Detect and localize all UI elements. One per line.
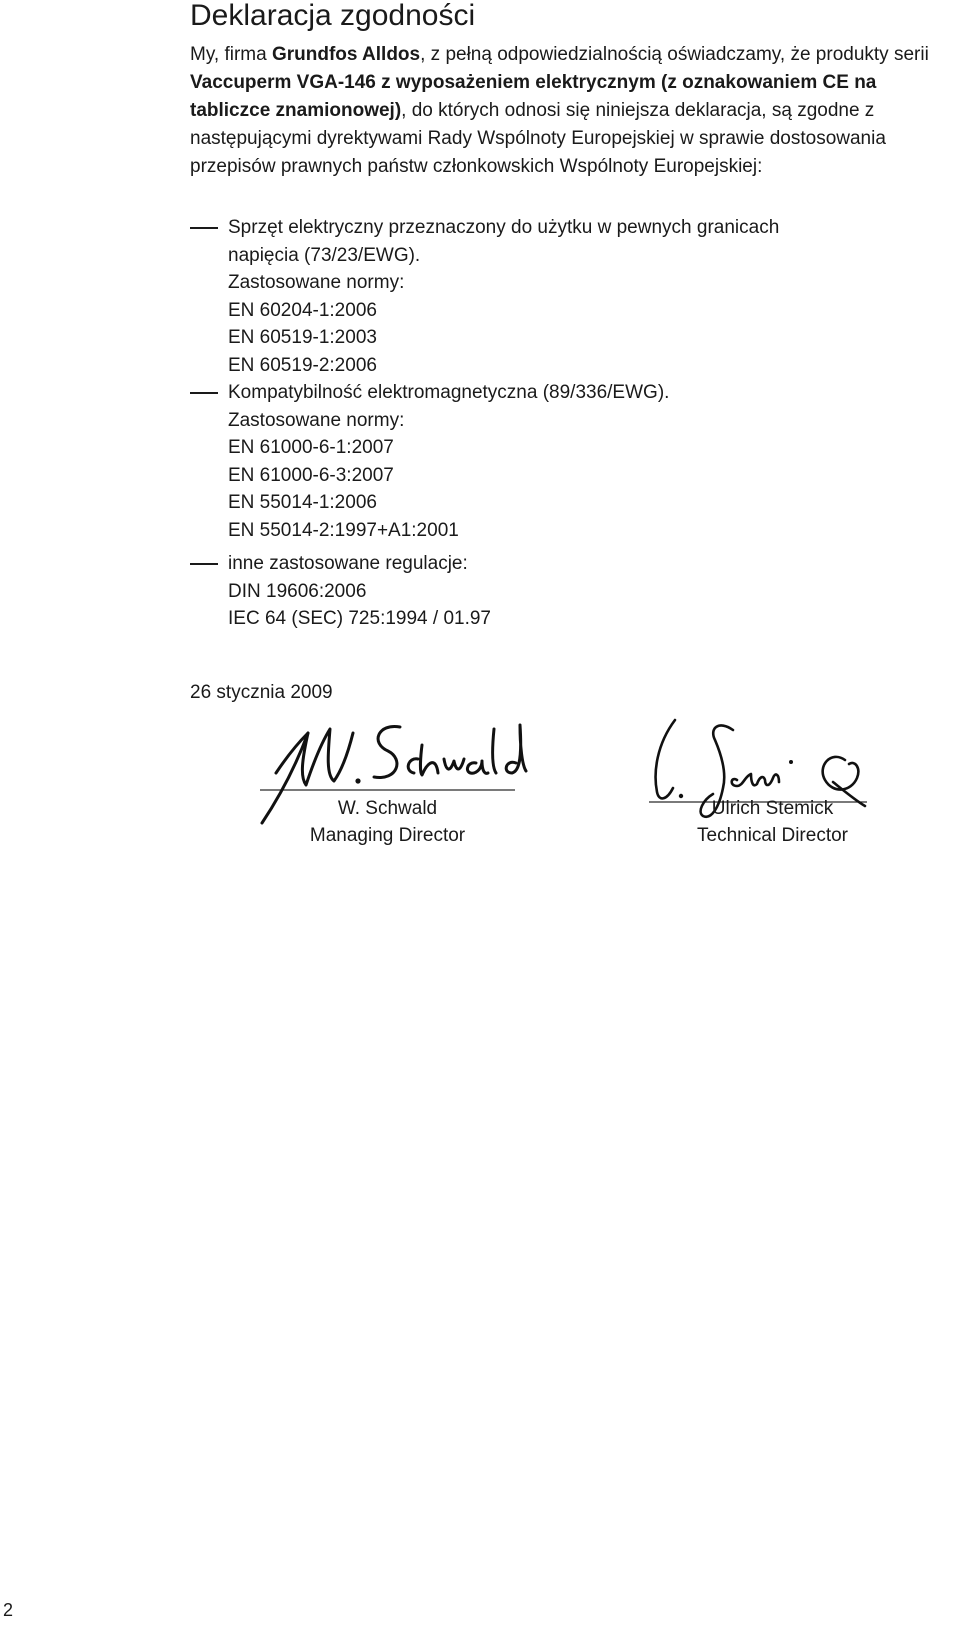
directive-heading: inne zastosowane regulacje:	[228, 553, 468, 574]
page-number: 2	[3, 1600, 14, 1620]
dash-bullet	[190, 227, 218, 229]
product-name: Vaccuperm VGA-146 z wyposażeniem elektrycznym (z oznakowaniem CE na tabliczce znamionowej)	[190, 72, 877, 121]
intro-text-2: , z pełną odpowiedzialnością oświadczamy, że produkty serii	[420, 44, 929, 65]
page-title: Deklaracja zgodności	[190, 0, 476, 32]
standard-item: IEC 64 (SEC) 725:1994 / 01.97	[228, 608, 491, 629]
dash-bullet	[190, 563, 218, 565]
signatory-role: Managing Director	[309, 825, 466, 846]
signatory-stemick	[640, 795, 905, 849]
standard-item: EN 61000-6-3:2007	[228, 464, 394, 486]
directive-emc	[190, 379, 940, 544]
document-date: 26 stycznia 2009	[190, 682, 333, 703]
intro-text-3: , do których odnosi się niniejsza deklaracja, są zgodne z następującymi dyrektywami Rady Wspólnoty Europejskiej w sprawie dostosowania przepisów prawnych państw członkowskich Wspólnoty Europejskiej:	[190, 100, 886, 177]
intro-text-1: My, firma	[190, 44, 272, 65]
standard-item: EN 60519-2:2006	[228, 354, 377, 376]
company-name: Grundfos Alldos	[271, 44, 421, 65]
standard-item: EN 60204-1:2006	[228, 299, 377, 321]
standard-item: DIN 19606:2006	[228, 580, 367, 602]
standards-label: Zastosowane normy:	[228, 409, 405, 431]
directive-low-voltage	[190, 214, 940, 379]
directive-heading: Kompatybilność elektromagnetyczna (89/336/EWG).	[228, 382, 670, 403]
signatory-role: Technical Director	[697, 825, 848, 846]
standard-item: EN 61000-6-1:2007	[228, 437, 394, 458]
signatory-name: W. Schwald	[337, 798, 438, 819]
directive-heading: napięcia (73/23/EWG).	[228, 244, 421, 266]
directive-heading: Sprzęt elektryczny przeznaczony do użytku w pewnych granicach	[228, 217, 780, 238]
standard-item: EN 55014-2:1997+A1:2001	[228, 519, 459, 541]
directive-other	[190, 550, 940, 633]
intro-paragraph	[190, 41, 930, 181]
signatory-name: Ulrich Stemick	[711, 798, 834, 819]
standards-label: Zastosowane normy:	[228, 272, 405, 293]
signatory-schwald	[255, 795, 520, 849]
standard-item: EN 55014-1:2006	[228, 492, 377, 513]
standard-item: EN 60519-1:2003	[228, 327, 377, 348]
dash-bullet	[190, 392, 218, 394]
